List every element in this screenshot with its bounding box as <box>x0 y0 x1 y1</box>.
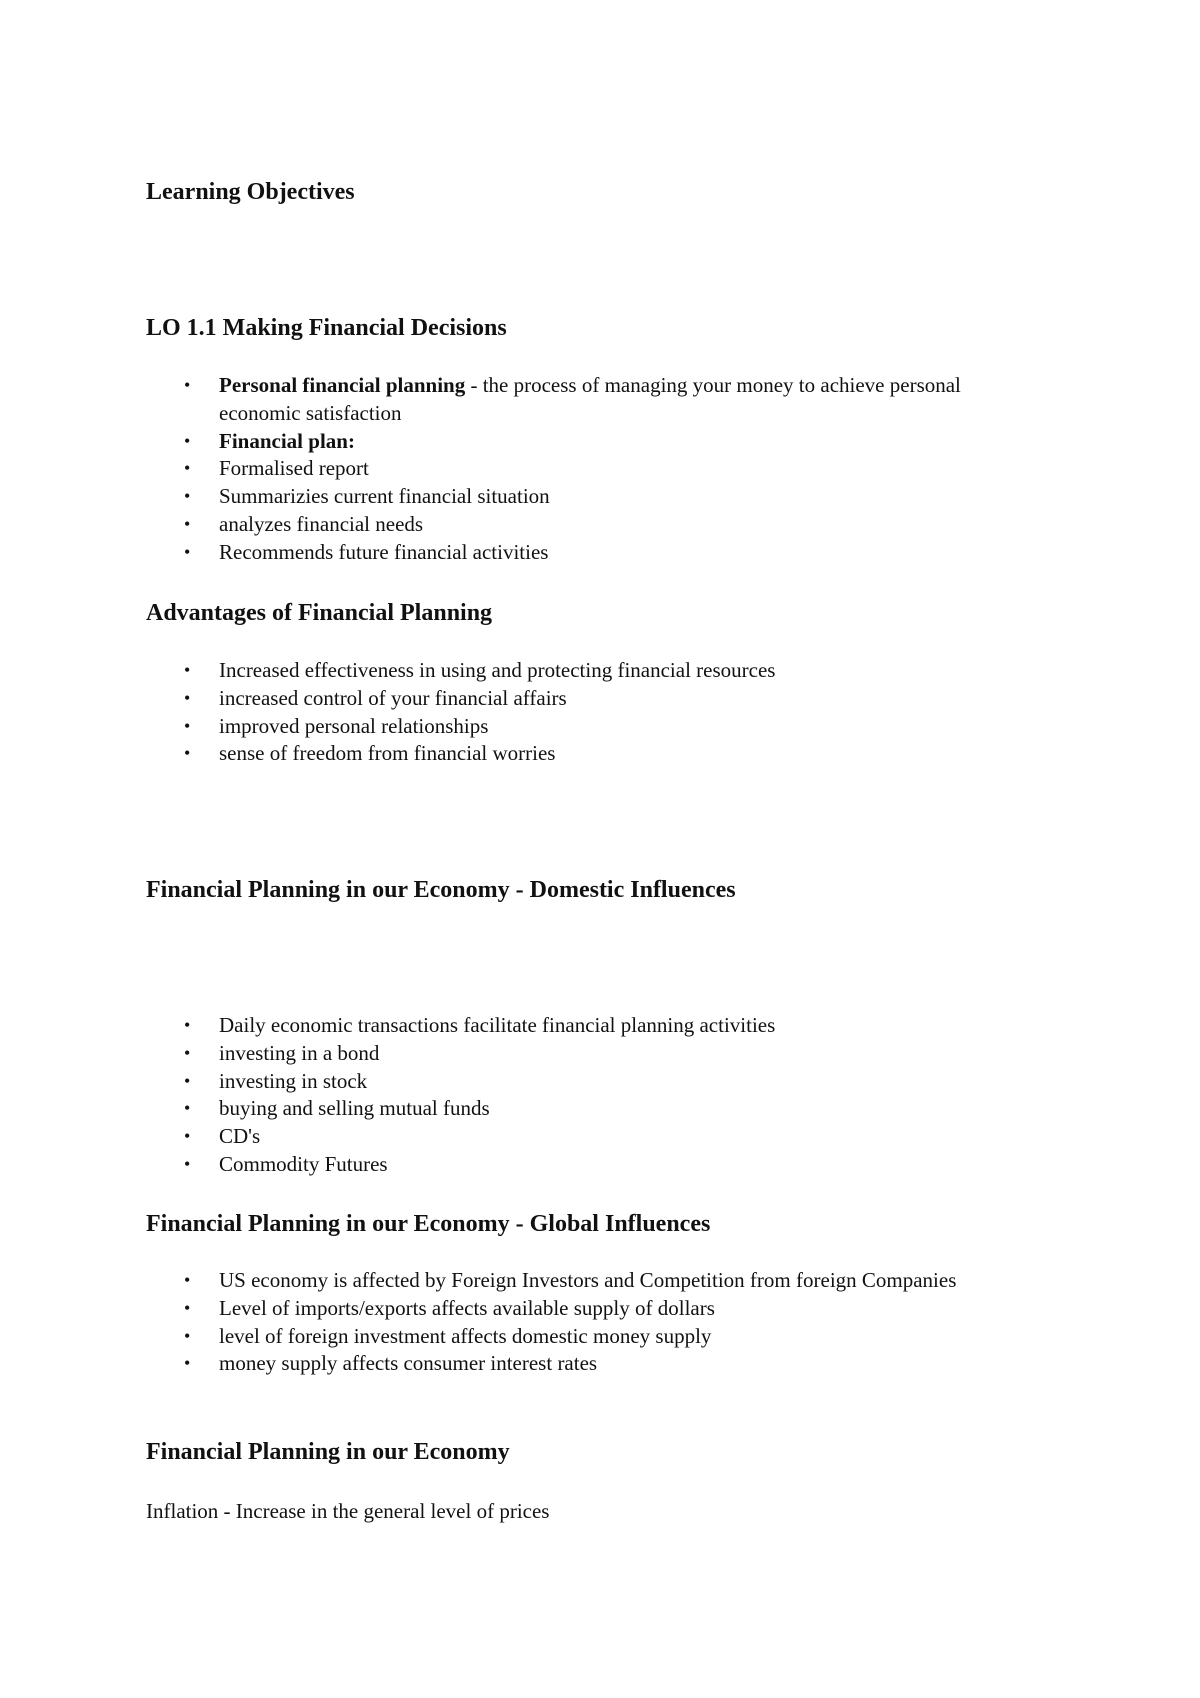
bullet-icon: • <box>184 1098 191 1119</box>
bullet-icon: • <box>184 1353 191 1374</box>
list-item-text: investing in a bond <box>219 1040 380 1065</box>
list-item <box>0 1068 999 1096</box>
bullet-icon: • <box>184 1015 191 1035</box>
list-item-text: level of foreign investment affects domestic money supply <box>219 1323 712 1348</box>
bullet-icon: • <box>184 687 191 708</box>
list-item <box>0 657 999 685</box>
list-item-text: CD's <box>219 1124 261 1149</box>
list-item-text: Summarizies current financial situation <box>219 484 550 509</box>
bullet-icon: • <box>184 1042 191 1063</box>
bullet-icon: • <box>184 743 191 764</box>
list-item-text: sense of freedom from financial worries <box>219 741 556 766</box>
term-financial-plan: Financial plan: <box>219 428 355 453</box>
bullet-icon: • <box>184 375 191 395</box>
bullet-icon: • <box>184 1153 191 1174</box>
list-item-text: Recommends future financial activities <box>219 539 549 564</box>
heading-advantages: Advantages of Financial Planning <box>146 600 493 626</box>
list-item <box>0 1012 999 1040</box>
list-item <box>0 1323 999 1351</box>
list-item-text: analyzes financial needs <box>219 511 424 536</box>
definition-text: - the process of managing your money to achieve personal economic satisfaction <box>219 373 961 425</box>
heading-lo-1-1: LO 1.1 Making Financial Decisions <box>146 315 507 341</box>
list-item <box>0 713 999 741</box>
list-item-text: improved personal relationships <box>219 713 489 738</box>
list-item <box>0 539 999 567</box>
list-item <box>0 1040 999 1068</box>
list-item-text: buying and selling mutual funds <box>219 1096 490 1121</box>
list-item-text: Level of imports/exports affects available supply of dollars <box>219 1295 715 1320</box>
bullet-icon: • <box>184 513 191 534</box>
heading-global-influences: Financial Planning in our Economy - Global Influences <box>146 1211 711 1237</box>
heading-learning-objectives: Learning Objectives <box>146 179 355 205</box>
bullet-icon: • <box>184 660 191 680</box>
list-global-influences <box>0 1267 1200 1378</box>
list-item <box>0 685 999 713</box>
list-item-text: money supply affects consumer interest rates <box>219 1351 598 1376</box>
list-item <box>0 372 999 428</box>
list-item <box>0 1095 999 1123</box>
list-item-text: Commodity Futures <box>219 1151 388 1176</box>
list-domestic-influences <box>0 1012 1200 1179</box>
bullet-icon: • <box>184 458 191 479</box>
bullet-icon: • <box>184 1297 191 1318</box>
list-item-text: increased control of your financial affairs <box>219 685 567 710</box>
list-item-text: Formalised report <box>219 456 369 481</box>
list-item-text: US economy is affected by Foreign Investors and Competition from foreign Companies <box>219 1268 957 1292</box>
list-item-text: Daily economic transactions facilitate financial planning activities <box>219 1013 776 1037</box>
list-item <box>0 740 999 768</box>
list-item <box>0 1350 999 1378</box>
heading-domestic-influences: Financial Planning in our Economy - Domestic Influences <box>146 877 736 903</box>
list-item <box>0 1267 999 1295</box>
heading-economy: Financial Planning in our Economy <box>146 1439 510 1465</box>
bullet-icon: • <box>184 486 191 507</box>
bullet-icon: • <box>184 541 191 562</box>
bullet-icon: • <box>184 1270 191 1290</box>
list-item <box>0 428 999 456</box>
bullet-icon: • <box>184 1070 191 1091</box>
list-item-text: investing in stock <box>219 1068 368 1093</box>
list-item <box>0 455 999 483</box>
list-item-text: Increased effectiveness in using and protecting financial resources <box>219 658 776 682</box>
list-item <box>0 511 999 539</box>
bullet-icon: • <box>184 1325 191 1346</box>
bullet-icon: • <box>184 715 191 736</box>
bullet-icon: • <box>184 430 191 451</box>
term-personal-financial-planning: Personal financial planning <box>219 373 466 397</box>
bullet-icon: • <box>184 1126 191 1147</box>
list-item <box>0 1151 999 1179</box>
list-lo-1-1 <box>0 372 1200 567</box>
list-item <box>0 483 999 511</box>
inflation-definition: Inflation - Increase in the general level of prices <box>146 1499 550 1523</box>
list-item <box>0 1123 999 1151</box>
list-advantages <box>0 657 1200 768</box>
list-item <box>0 1295 999 1323</box>
